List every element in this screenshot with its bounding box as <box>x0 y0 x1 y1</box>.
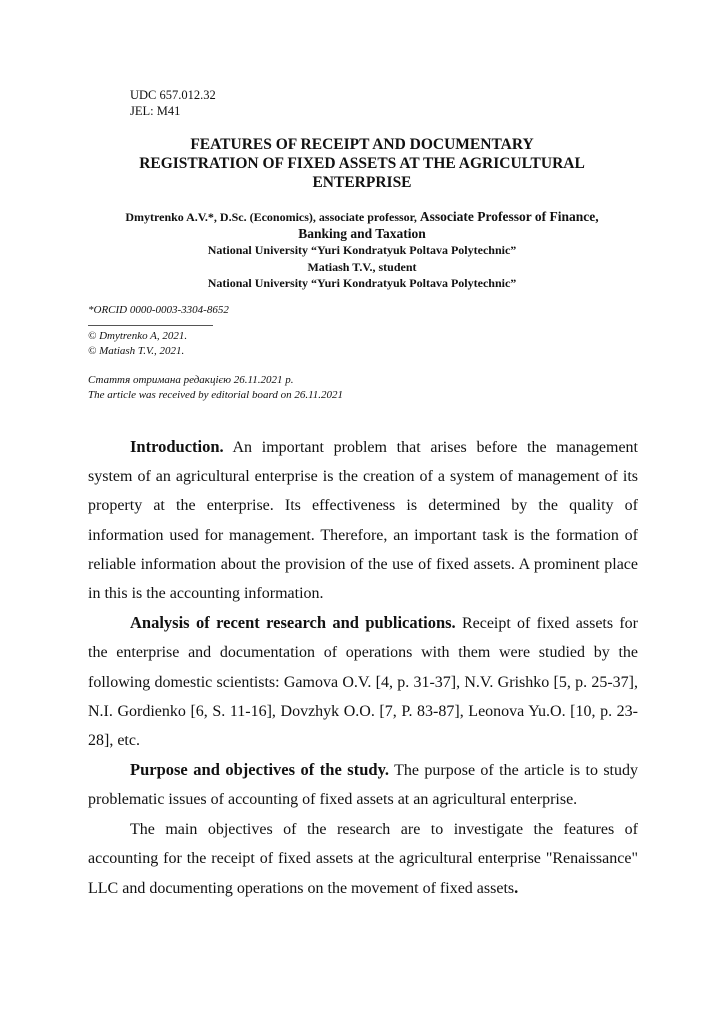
received-en: The article was received by editorial board on 26.11.2021 <box>88 388 343 401</box>
jel-code: JEL: M41 <box>130 104 181 118</box>
article-body <box>88 432 638 903</box>
author-line-2: Banking and Taxation <box>298 225 426 241</box>
purpose-text: The purpose of the article is to study problematic issues of accounting of fixed assets at an agricultural enterprise. <box>88 762 639 809</box>
classification-codes <box>130 87 216 119</box>
author-2-name: Matiash T.V., student <box>307 259 417 274</box>
author-1-affiliation: National University “Yuri Kondratyuk Poltava Polytechnic” <box>207 243 517 257</box>
title-line-1: FEATURES OF RECEIPT AND DOCUMENTARY <box>190 136 534 153</box>
author-2-affiliation: National University “Yuri Kondratyuk Poltava Polytechnic” <box>207 276 517 290</box>
copyright-block <box>88 329 187 358</box>
analysis-text: Receipt of fixed assets for the enterprise and documentation of operations with them were studied by the following domestic scientists: Gamova O.V. [4, p. 31-37], N.V. Grishko [5, p. 25-37], N.I. Gordienko [6, S. 11-16], Dovzhyk O.O. [7, P. 83-87], Leonova Yu.O. [10, p. 23-28], etc. <box>88 615 638 750</box>
orcid-note: *ORCID 0000-0003-3304-8652 <box>88 304 229 316</box>
author-block <box>88 209 636 292</box>
analysis-paragraph <box>88 608 638 755</box>
objectives-text: The main objectives of the research are to investigate the features of accounting for the receipt of fixed assets at the agricultural enterprise "Renaissance" LLC and documenting operations on the movement of fixed assets <box>88 820 638 898</box>
article-title <box>100 135 624 192</box>
copyright-line-2: © Matiash T.V., 2021. <box>88 344 185 357</box>
received-note <box>88 373 343 402</box>
title-line-2: REGISTRATION OF FIXED ASSETS AT THE AGRICULTURAL <box>139 155 585 172</box>
author-line-1 <box>88 209 636 226</box>
footnote-divider <box>88 325 213 326</box>
author-1-credentials: Dmytrenko A.V.*, D.Sc. (Economics), associate professor, <box>125 210 420 224</box>
introduction-heading: Introduction. <box>130 437 224 456</box>
udc-code: UDC 657.012.32 <box>130 88 216 102</box>
received-ua: Стаття отримана редакцією 26.11.2021 р. <box>88 374 294 386</box>
analysis-heading: Analysis of recent research and publications. <box>130 613 456 633</box>
title-line-3: ENTERPRISE <box>312 174 412 191</box>
copyright-line-1: © Dmytrenko A, 2021. <box>88 330 188 342</box>
author-1-position: Associate Professor of Finance, <box>419 209 599 224</box>
introduction-paragraph <box>88 432 638 608</box>
objectives-period: . <box>514 878 519 898</box>
purpose-heading: Purpose and objectives of the study. <box>130 760 390 780</box>
introduction-text: An important problem that arises before the management system of an agricultural enterprise is the creation of a system of management of its property at the enterprise. Its effectiveness is determined by the quality of information used for management. Therefore, an important task is the formation of reliable information about the provision of the use of fixed assets. A prominent place in this is the accounting information. <box>88 439 638 603</box>
purpose-paragraph <box>88 755 638 814</box>
objectives-paragraph <box>88 815 638 904</box>
